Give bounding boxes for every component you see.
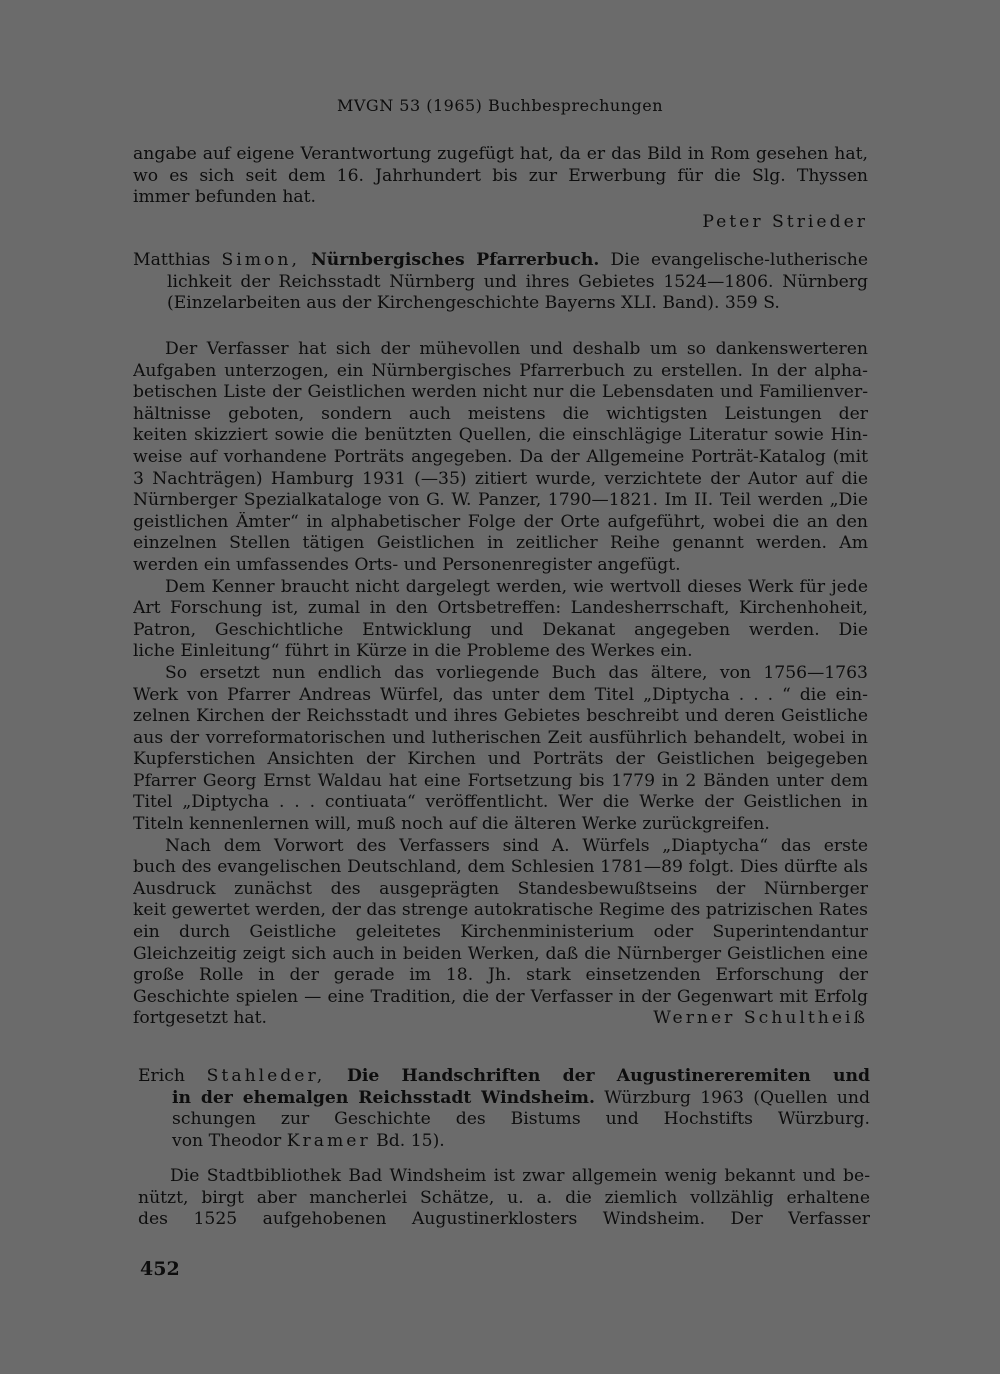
text-line: Dem Kenner braucht nicht dargelegt werden, wie wertvoll dieses Werk für jede — [165, 576, 868, 597]
text-line: Werk von Pfarrer Andreas Würfel, das unter dem Titel „Diptycha . . . “ die ein- — [133, 684, 868, 705]
citation-line — [138, 1066, 870, 1088]
text-line: des 1525 aufgehobenen Augustinerklosters Windsheim. Der Verfasser — [138, 1209, 870, 1230]
author-last-name: Stahleder, — [206, 1066, 326, 1086]
text-line: Geschichte spielen — eine Tradition, die der Verfasser in der Gegenwart mit Erfolg — [133, 986, 868, 1007]
text-line: Titeln kennenlernen will, muß noch auf die älteren Werke zurückgreifen. — [133, 814, 770, 835]
text-line: einzelnen Stellen tätigen Geistlichen in zeitlicher Reihe genannt werden. Am — [133, 533, 868, 554]
text-line: geistlichen Ämter“ in alphabetischer Folge der Orte aufgeführt, wobei die an den — [133, 511, 868, 532]
citation-line — [133, 250, 868, 272]
intro-paragraph — [133, 144, 868, 233]
review-body — [138, 1166, 870, 1231]
text-line: Aufgaben unterzogen, ein Nürnbergisches Pfarrerbuch zu erstellen. In der alpha- — [133, 360, 868, 381]
text-line: Patron, Geschichtliche Entwicklung und Dekanat angegeben werden. Die — [133, 619, 868, 640]
review-citation — [138, 1066, 870, 1152]
text-line — [133, 1008, 868, 1030]
citation-text: Bd. 15). — [376, 1130, 445, 1151]
text-line: wo es sich seit dem 16. Jahrhundert bis zur Erwerbung für die Slg. Thyssen — [133, 165, 868, 186]
text-line: liche Einleitung“ führt in Kürze in die Probleme des Werkes ein. — [133, 641, 693, 662]
text-line: große Rolle in der gerade im 18. Jh. stark einsetzenden Erforschung der — [133, 965, 868, 986]
page-number: 452 — [140, 1258, 180, 1280]
text-line: Art Forschung ist, zumal in den Ortsbetreffen: Landesherrschaft, Kirchenhoheit, — [133, 598, 868, 619]
reviewer-signature: Werner Schultheiß — [653, 1008, 868, 1029]
author-last-name: Simon, — [221, 250, 300, 270]
citation-text: Die evangelische-lutherische — [610, 250, 868, 270]
text-line: So ersetzt nun endlich das vorliegende Buch das ältere, von 1756—1763 — [165, 662, 868, 683]
citation-line: (Einzelarbeiten aus der Kirchengeschichte Bayerns XLI. Band). 359 S. — [167, 293, 780, 314]
text-line: 3 Nachträgen) Hamburg 1931 (—35) zitiert wurde, verzichtete der Autor auf die — [133, 468, 868, 489]
review-citation — [133, 250, 868, 315]
book-title: Die Handschriften der Augustinereremiten und — [346, 1066, 870, 1086]
text-line: Der Verfasser hat sich der mühevollen und deshalb um so dankenswerteren — [165, 339, 868, 359]
text-line: angabe auf eigene Verantwortung zugefügt hat, da er das Bild in Rom gesehen hat, — [133, 144, 868, 164]
review-body — [133, 339, 868, 1030]
text-line: Nach dem Vorwort des Verfassers sind A. Würfels „Diaptycha“ das erste — [165, 835, 868, 856]
text-line: hältnisse geboten, sondern auch meistens die wichtigsten Leistungen der — [133, 403, 868, 424]
editor-name: Kramer — [286, 1130, 371, 1151]
text-line: werden ein umfassendes Orts- und Personenregister angefügt. — [133, 554, 681, 575]
text-line: Ausdruck zunächst des ausgeprägten Standesbewußtseins der Nürnberger — [133, 878, 868, 899]
author-first-name: Erich — [138, 1066, 185, 1086]
text-line: weise auf vorhandene Porträts angegeben. Da der Allgemeine Porträt-Katalog (mit — [133, 446, 868, 467]
reviewer-signature: Peter Strieder — [702, 211, 868, 232]
author-first-name: Matthias — [133, 250, 211, 270]
text-line: Titel „Diptycha . . . contiuata“ veröffentlicht. Wer die Werke der Geistlichen in — [133, 792, 868, 813]
text-line: Gleichzeitig zeigt sich auch in beiden Werken, daß die Nürnberger Geistlichen eine — [133, 943, 868, 964]
text-line: betischen Liste der Geistlichen werden nicht nur die Lebensdaten und Familienver- — [133, 382, 868, 403]
text-line: Nürnberger Spezialkataloge von G. W. Panzer, 1790—1821. Im II. Teil werden „Die — [133, 490, 868, 511]
citation-line: schungen zur Geschichte des Bistums und Hochstifts Würzburg. — [172, 1109, 870, 1130]
text-line: Die Stadtbibliothek Bad Windsheim ist zwar allgemein wenig bekannt und be- — [170, 1166, 870, 1186]
citation-line: lichkeit der Reichsstadt Nürnberg und ihres Gebietes 1524—1806. Nürnberg — [167, 271, 868, 292]
text-line: keit gewertet werden, der das strenge autokratische Regime des patrizischen Rates — [133, 900, 868, 921]
text-line: Pfarrer Georg Ernst Waldau hat eine Fortsetzung bis 1779 in 2 Bänden unter dem — [133, 770, 868, 791]
text-line: buch des evangelischen Deutschland, dem Schlesien 1781—89 folgt. Dies dürfte als — [133, 857, 868, 878]
citation-text: von Theodor — [172, 1130, 282, 1151]
text-line: Kupferstichen Ansichten der Kirchen und Porträts der Geistlichen beigegeben — [133, 749, 868, 770]
text-line: keiten skizziert sowie die benützten Quellen, die einschlägige Literatur sowie Hin- — [133, 425, 868, 446]
running-head: MVGN 53 (1965) Buchbesprechungen — [336, 96, 664, 115]
text-line-end: fortgesetzt hat. — [133, 1008, 268, 1029]
citation-line — [138, 1131, 870, 1153]
text-line: ein durch Geistliche geleitetes Kirchenministerium oder Superintendantur — [133, 922, 868, 943]
text-line: aus der vorreformatorischen und lutherischen Zeit ausführlich behandelt, wobei in — [133, 727, 868, 748]
text-line: nützt, birgt aber mancherlei Schätze, u. a. die ziemlich vollzählig erhaltene — [138, 1187, 870, 1208]
book-title-cont: in der ehemalgen Reichsstadt Windsheim. — [172, 1087, 595, 1108]
text-line: immer befunden hat. — [133, 187, 317, 208]
text-line: zelnen Kirchen der Reichsstadt und ihres Gebietes beschreibt und deren Geistliche — [133, 706, 868, 727]
book-title: Nürnbergisches Pfarrerbuch. — [311, 250, 600, 270]
citation-text: Würzburg 1963 (Quellen und — [604, 1087, 870, 1108]
citation-line — [138, 1088, 870, 1110]
